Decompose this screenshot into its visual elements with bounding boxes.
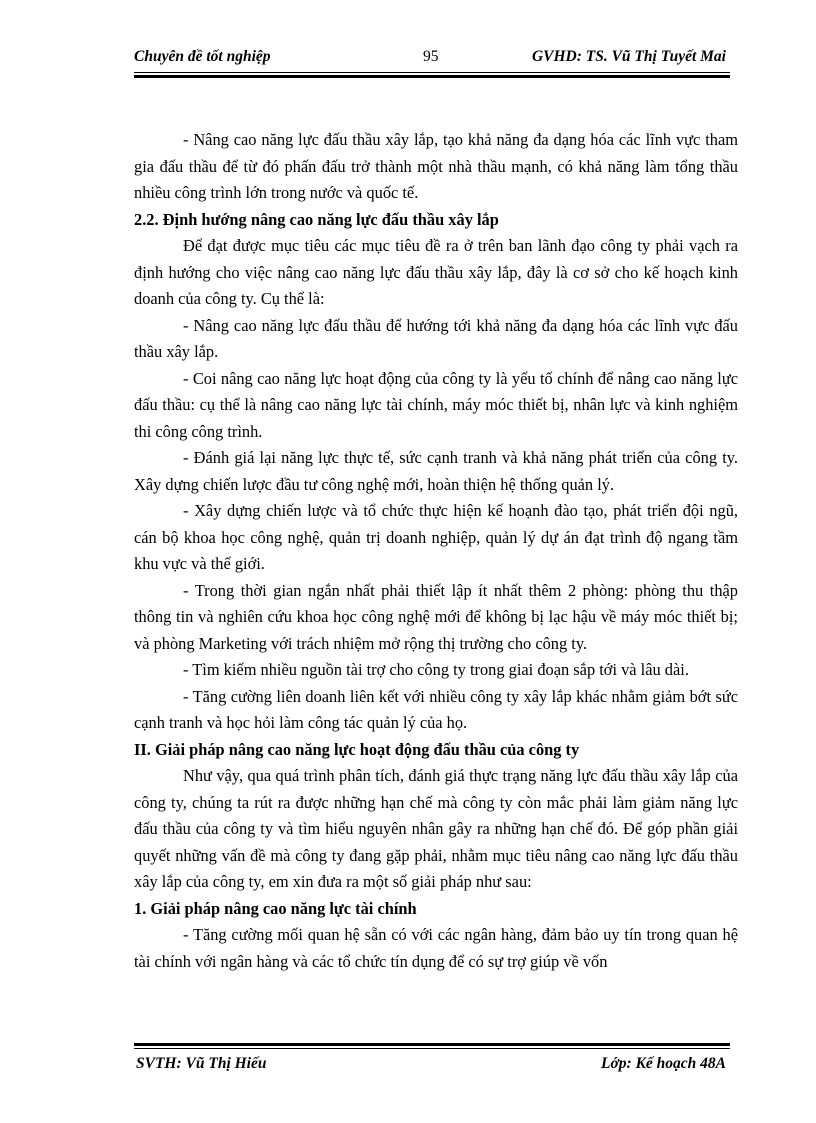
section-heading: 2.2. Định hướng nâng cao năng lực đấu thầu xây lắp [134, 209, 499, 229]
page-body [134, 127, 738, 975]
paragraph: Như vậy, qua quá trình phân tích, đánh giá thực trạng năng lực đấu thầu xây lắp của công ty, chúng ta rút ra được những hạn chế mà công ty còn mắc phải làm giảm năng lực đấu thầu của công ty và tìm hiểu nguyên nhân gây ra những hạn chế đó. Để góp phần giải quyết những vấn đề mà công ty đang gặp phải, nhằm mục tiêu nâng cao năng lực đấu thầu xây lắp của công ty, em xin đưa ra một số giải pháp như sau: [134, 766, 738, 891]
paragraph: - Nâng cao năng lực đấu thầu xây lắp, tạo khả năng đa dạng hóa các lĩnh vực tham gia đấu thầu để từ đó phấn đấu trở thành một nhà thầu mạnh, có khả năng làm tổng thầu nhiều công trình lớn trong nước và quốc tế. [134, 130, 738, 202]
paragraph: - Nâng cao năng lực đấu thầu để hướng tới khả năng đa dạng hóa các lĩnh vực đấu thầu xây lắp. [134, 315, 738, 361]
paragraph: - Trong thời gian ngắn nhất phải thiết lập ít nhất thêm 2 phòng: phòng thu thập thông tin và nghiên cứu khoa học công nghệ mới để không bị lạc hậu về máy móc thiết bị; và phòng Marketing với trách nhiệm mở rộng thị trường cho công ty. [134, 580, 738, 653]
page-number: 95 [423, 48, 439, 65]
footer-rule [134, 1043, 730, 1049]
section-heading: II. Giải pháp nâng cao năng lực hoạt động đấu thầu của công ty [134, 739, 580, 759]
page-header [134, 46, 730, 70]
paragraph: - Coi nâng cao năng lực hoạt động của công ty là yếu tố chính để nâng cao năng lực đấu thầu: cụ thể là nâng cao năng lực tài chính, máy móc thiết bị, nhân lực và kinh nghiệm thi công công trình. [134, 368, 738, 441]
footer-student: SVTH: Vũ Thị Hiếu [136, 1055, 267, 1072]
paragraph: - Đánh giá lại năng lực thực tế, sức cạnh tranh và khả năng phát triển của công ty. Xây dựng chiến lược đầu tư công nghệ mới, hoàn thiện hệ thống quản lý. [134, 448, 738, 494]
section-heading: 1. Giải pháp nâng cao năng lực tài chính [134, 898, 417, 918]
footer-class: Lớp: Kế hoạch 48A [601, 1055, 726, 1072]
header-thesis-title: Chuyên đề tốt nghiệp [134, 48, 271, 65]
page-footer [134, 1055, 730, 1079]
paragraph: - Tăng cường liên doanh liên kết với nhiều công ty xây lắp khác nhằm giảm bớt sức cạnh tranh và học hỏi làm công tác quản lý của họ. [134, 686, 738, 732]
paragraph: - Tăng cường mối quan hệ sẵn có với các ngân hàng, đảm bảo uy tín trong quan hệ tài chính với ngân hàng và các tổ chức tín dụng để có sự trợ giúp về vốn [134, 925, 738, 971]
header-rule [134, 72, 730, 78]
header-supervisor: GVHD: TS. Vũ Thị Tuyết Mai [531, 48, 726, 65]
paragraph: - Xây dựng chiến lược và tổ chức thực hiện kế hoạnh đào tạo, phát triển đội ngũ, cán bộ khoa học công nghệ, quản trị doanh nghiệp, quản lý dự án đạt trình độ ngang tầm khu vực và thế giới. [134, 501, 738, 573]
paragraph: - Tìm kiếm nhiều nguồn tài trợ cho công ty trong giai đoạn sắp tới và lâu dài. [183, 660, 689, 679]
paragraph: Để đạt được mục tiêu các mục tiêu đề ra ở trên ban lãnh đạo công ty phải vạch ra định hướng cho việc nâng cao năng lực đấu thầu xây lắp, đây là cơ sở cho kế hoạch kinh doanh của công ty. Cụ thể là: [134, 236, 738, 308]
